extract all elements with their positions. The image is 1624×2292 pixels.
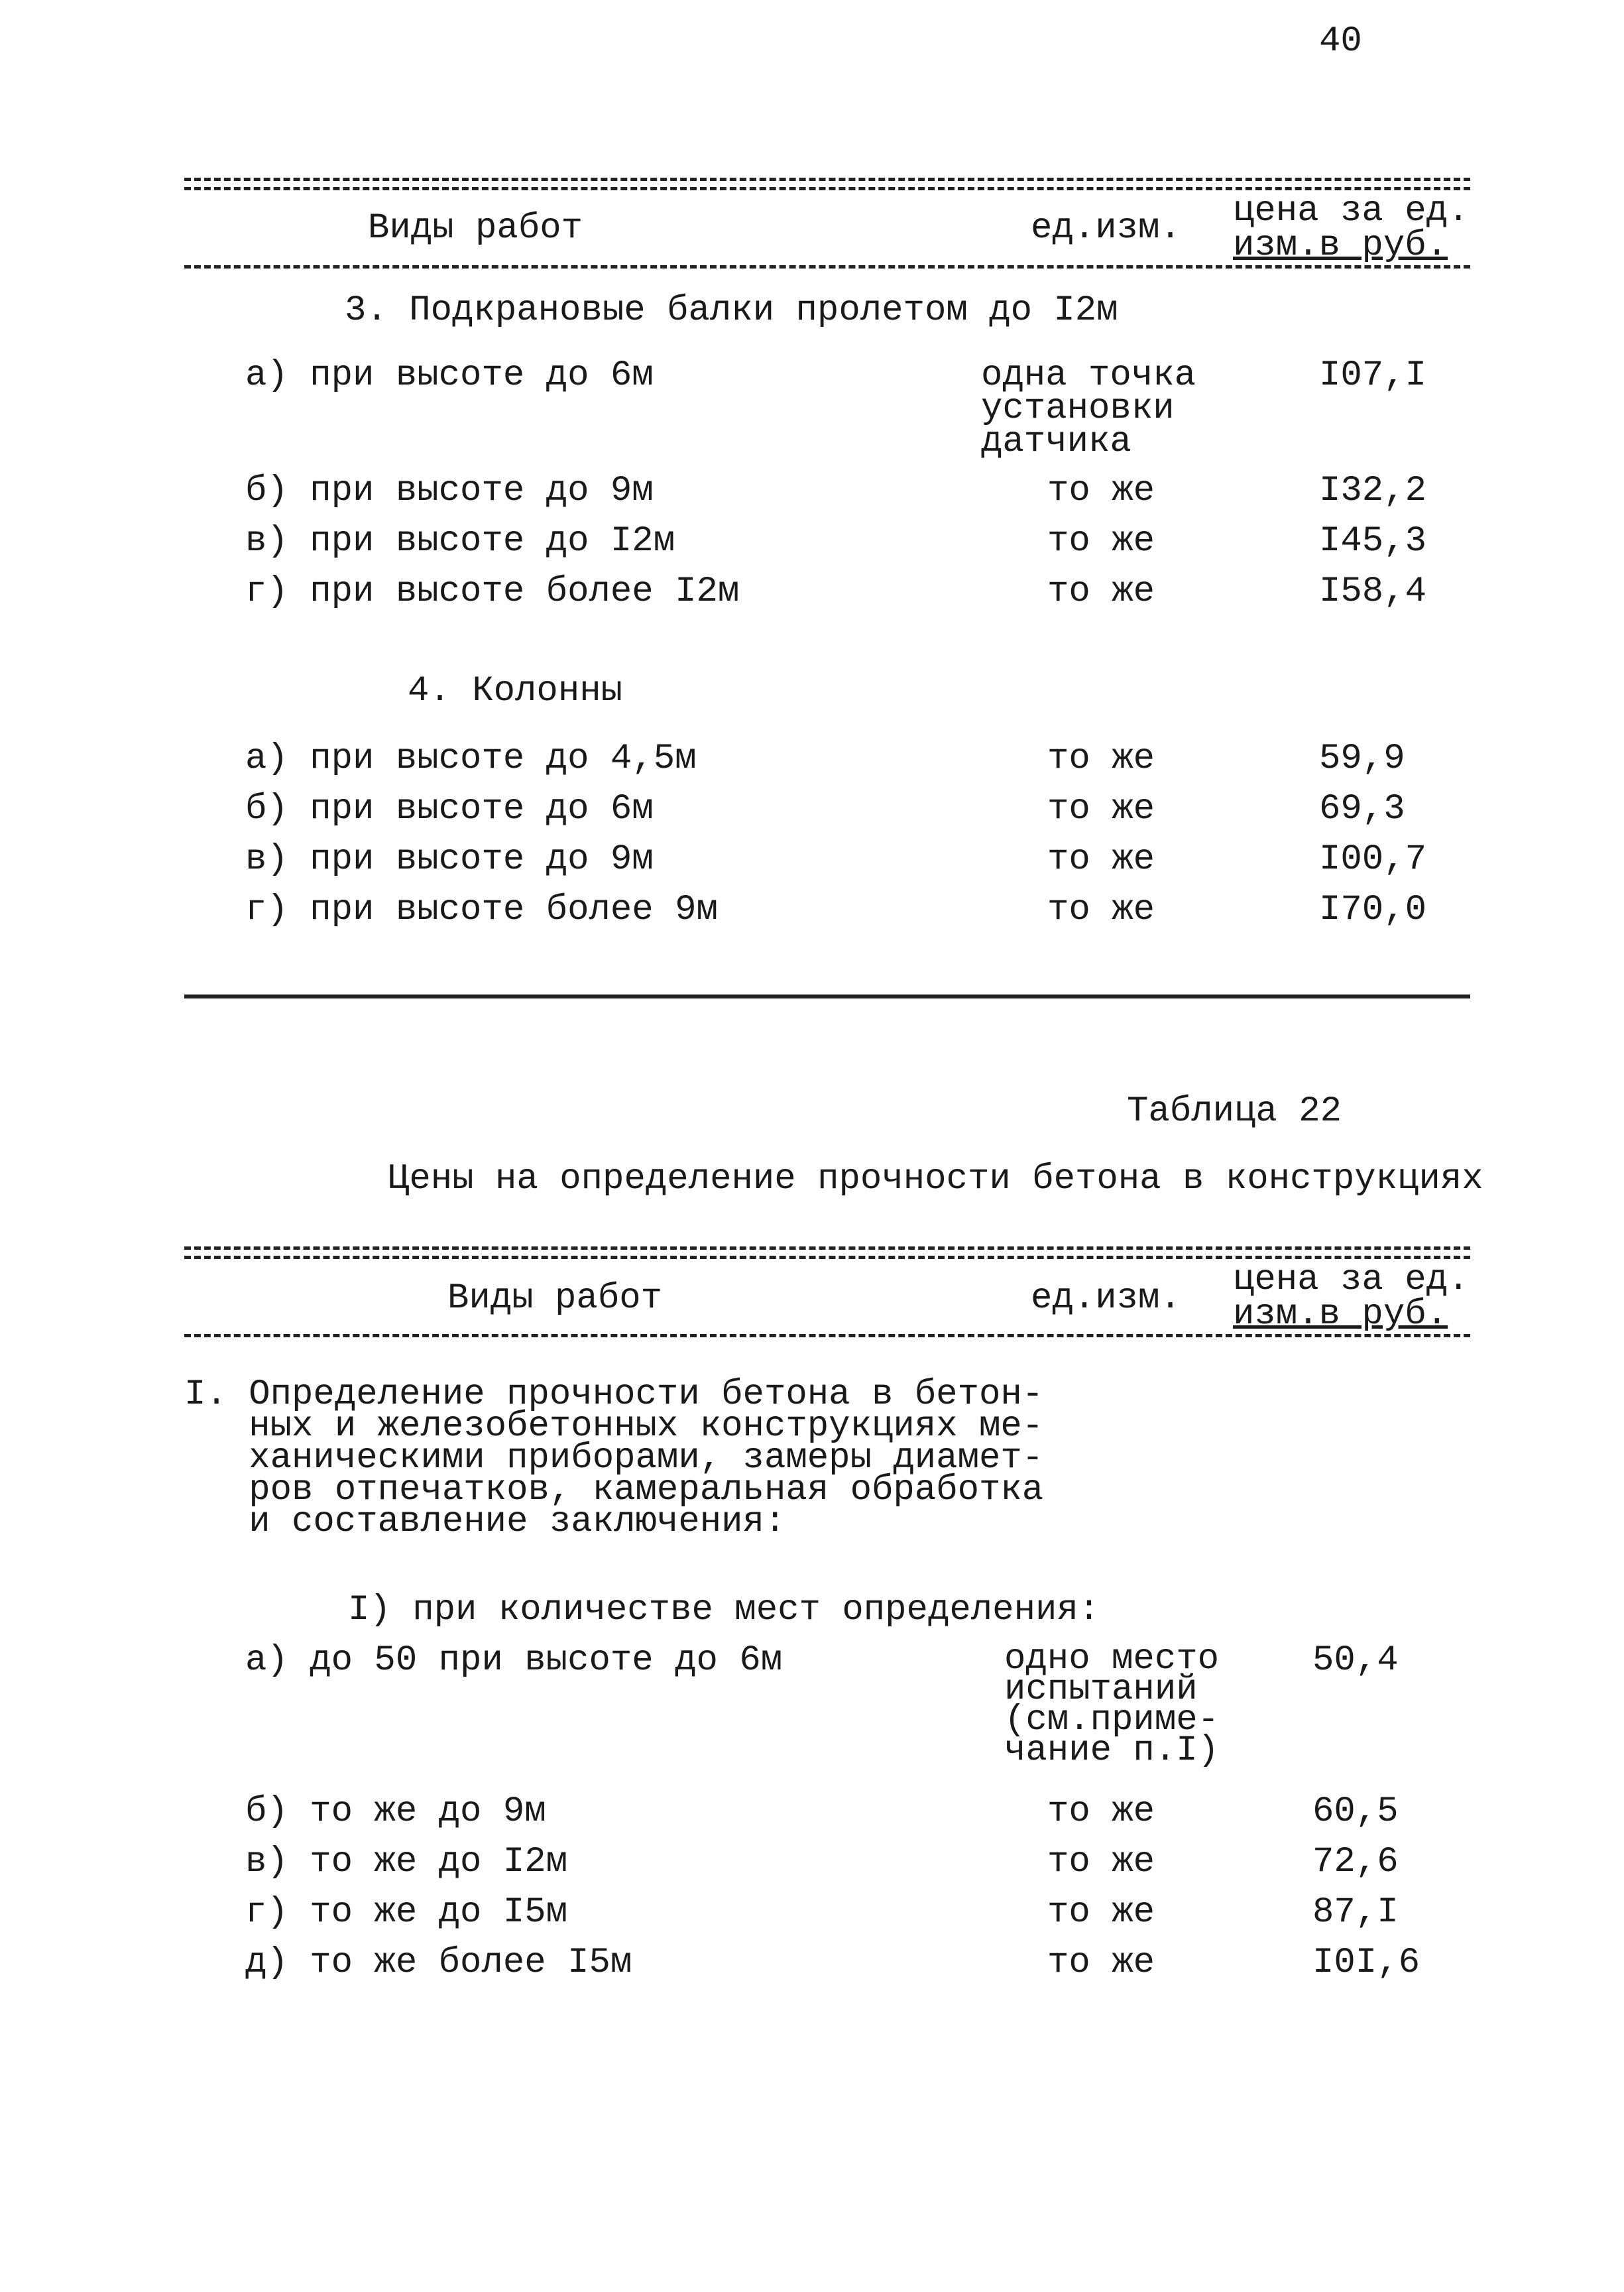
table2-row-d-price: 87,I xyxy=(1312,1892,1399,1933)
section3-row-d-unit: то же xyxy=(1047,572,1155,612)
section3-row-c-price: I45,3 xyxy=(1319,521,1427,562)
table2-header-price-line1: цена за ед. xyxy=(1233,1260,1470,1300)
section3-title: 3. Подкрановые балки пролетом до I2м xyxy=(345,290,1118,331)
table1-header-unit: ед.изм. xyxy=(1031,208,1181,249)
section3-row-a-unit xyxy=(981,355,1196,462)
table1-bottom-rule xyxy=(184,995,1470,998)
table2-header-rule xyxy=(184,1334,1470,1337)
section4-row-d-label: г) при высоте более 9м xyxy=(245,890,718,930)
section3-row-a-price: I07,I xyxy=(1319,355,1427,396)
table2-row-b-label: б) то же до 9м xyxy=(245,1791,546,1832)
section3-row-c-label: в) при высоте до I2м xyxy=(245,521,675,562)
table2-row-a-unit xyxy=(1004,1639,1220,1771)
table1-header-price-line2: изм.в руб. xyxy=(1233,225,1448,266)
title-line: ханическими приборами, замеры диамет- xyxy=(184,1438,1044,1478)
table2-section1-title xyxy=(184,1374,1044,1542)
table2-row-c-price: 72,6 xyxy=(1312,1842,1399,1882)
unit-line: установки xyxy=(981,389,1175,429)
unit-line: чание п.I) xyxy=(1004,1730,1220,1771)
section3-row-b-price: I32,2 xyxy=(1319,471,1427,511)
table1-header-price-line1: цена за ед. xyxy=(1233,191,1470,231)
page-number: 40 xyxy=(1319,21,1362,62)
table2-subtitle: I) при количестве мест определения: xyxy=(348,1590,1100,1630)
unit-line: одно место xyxy=(1004,1639,1220,1679)
table2-top-rule-2 xyxy=(184,1256,1470,1259)
title-line: I. Определение прочности бетона в бетон- xyxy=(184,1374,1044,1415)
section3-row-c-unit: то же xyxy=(1047,521,1155,562)
section4-row-a-unit: то же xyxy=(1047,739,1155,779)
section3-row-b-unit: то же xyxy=(1047,471,1155,511)
table2-row-e-label: д) то же более I5м xyxy=(245,1943,632,1983)
section3-row-b-label: б) при высоте до 9м xyxy=(245,471,654,511)
section3-row-d-label: г) при высоте более I2м xyxy=(245,572,740,612)
table1-top-rule xyxy=(184,178,1470,181)
table1-header-work: Виды работ xyxy=(368,208,583,249)
unit-line: одна точка xyxy=(981,355,1196,396)
title-line: ных и железобетонных конструкциях ме- xyxy=(184,1406,1044,1447)
section4-row-c-price: I00,7 xyxy=(1319,839,1427,880)
section4-row-b-price: 69,3 xyxy=(1319,789,1405,829)
table2-title: Цены на определение прочности бетона в конструкциях xyxy=(388,1159,1483,1199)
section4-row-b-unit: то же xyxy=(1047,789,1155,829)
table2-row-c-label: в) то же до I2м xyxy=(245,1842,568,1882)
table2-header-price-line2: изм.в руб. xyxy=(1233,1294,1448,1335)
unit-line: (см.приме- xyxy=(1004,1700,1220,1740)
unit-line: испытаний xyxy=(1004,1669,1198,1710)
section4-row-c-label: в) при высоте до 9м xyxy=(245,839,654,880)
table1-top-rule-2 xyxy=(184,187,1470,190)
section4-row-b-label: б) при высоте до 6м xyxy=(245,789,654,829)
section4-row-a-label: а) при высоте до 4,5м xyxy=(245,739,697,779)
title-line: ров отпечатков, камеральная обработка xyxy=(184,1470,1044,1510)
table2-caption: Таблица 22 xyxy=(1127,1091,1342,1132)
table2-row-d-unit: то же xyxy=(1047,1892,1155,1933)
section4-row-d-price: I70,0 xyxy=(1319,890,1427,930)
table2-row-a-label: а) до 50 при высоте до 6м xyxy=(245,1640,783,1681)
table2-row-b-unit: то же xyxy=(1047,1791,1155,1832)
section4-title: 4. Колонны xyxy=(408,671,623,711)
table2-row-e-unit: то же xyxy=(1047,1943,1155,1983)
table2-row-c-unit: то же xyxy=(1047,1842,1155,1882)
table2-row-e-price: I0I,6 xyxy=(1312,1943,1421,1983)
unit-line: датчика xyxy=(981,422,1131,462)
table2-top-rule xyxy=(184,1246,1470,1250)
title-line: и составление заключения: xyxy=(184,1502,786,1542)
section3-row-d-price: I58,4 xyxy=(1319,572,1427,612)
section4-row-a-price: 59,9 xyxy=(1319,739,1405,779)
table2-row-a-price: 50,4 xyxy=(1312,1640,1399,1681)
table2-row-b-price: 60,5 xyxy=(1312,1791,1399,1832)
section4-row-c-unit: то же xyxy=(1047,839,1155,880)
section4-row-d-unit: то же xyxy=(1047,890,1155,930)
section3-row-a-label: а) при высоте до 6м xyxy=(245,355,654,396)
table1-header-rule xyxy=(184,265,1470,269)
table2-row-d-label: г) то же до I5м xyxy=(245,1892,568,1933)
table2-header-unit: ед.изм. xyxy=(1031,1278,1181,1319)
table2-header-work: Виды работ xyxy=(447,1278,663,1319)
